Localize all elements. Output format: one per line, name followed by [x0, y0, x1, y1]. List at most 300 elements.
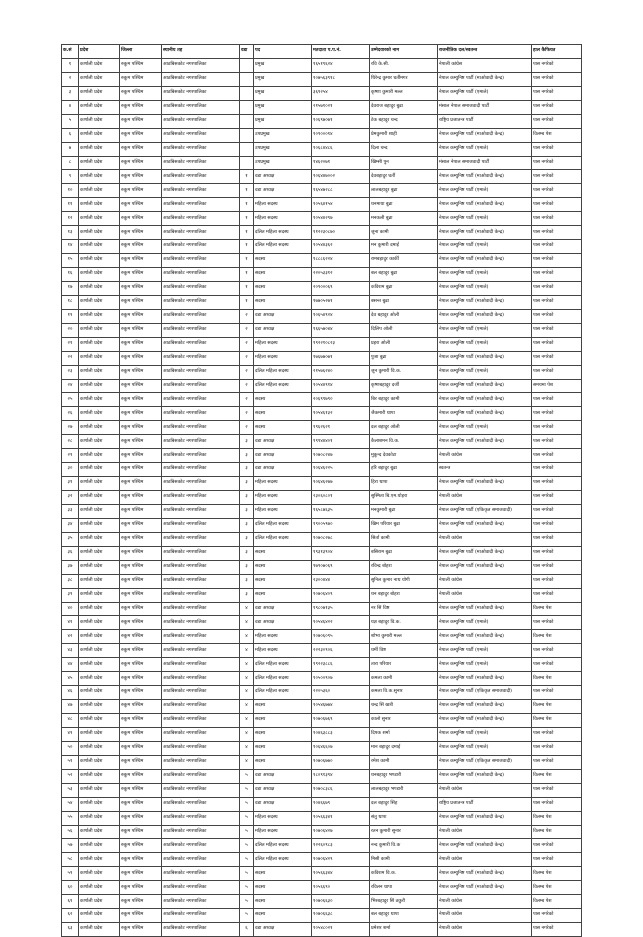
cell-position: दलित महिला सदस्य [254, 379, 312, 393]
cell-ward: २ [240, 337, 254, 351]
cell-ward: ५ [240, 811, 254, 825]
cell-local-level: आठबिसकोट नगरपालिका [162, 114, 240, 128]
cell-local-level: आठबिसकोट नगरपालिका [162, 491, 240, 505]
cell-party: नेपाल कम्युनिष्ट पार्टी (माओवादी केन्द्र) [438, 769, 532, 783]
cell-position: वडा अध्यक्ष [254, 323, 312, 337]
cell-local-level: आठबिसकोट नगरपालिका [162, 58, 240, 72]
cell-party: नेपाल कम्युनिष्ट पार्टी (एमाले) [438, 281, 532, 295]
cell-district: रुकुम पश्चिम [120, 672, 162, 686]
cell-local-level: आठबिसकोट नगरपालिका [162, 128, 240, 142]
cell-province: कर्णाली प्रदेश [79, 393, 120, 407]
cell-local-level: आठबिसकोट नगरपालिका [162, 574, 240, 588]
cell-district: रुकुम पश्चिम [120, 351, 162, 365]
cell-remarks: विलम्ब पेश [532, 700, 582, 714]
cell-party: नेपाली कांग्रेस [438, 909, 532, 923]
cell-party: नेपाल कम्युनिष्ट पार्टी (माओवादी केन्द्र) [438, 379, 532, 393]
table-row [62, 323, 582, 337]
cell-district: रुकुम पश्चिम [120, 658, 162, 672]
cell-candidate-name: हरि बहादुर बुढा [370, 463, 438, 477]
cell-district: रुकुम पश्चिम [120, 825, 162, 839]
cell-voter-id: १०४६३८८३ [312, 727, 370, 741]
cell-position: महिला सदस्य [254, 491, 312, 505]
cell-party: नेपाल कम्युनिष्ट पार्टी (माओवादी केन्द्र) [438, 295, 532, 309]
cell-voter-id: १०७०६४०९ [312, 588, 370, 602]
cell-position: महिला सदस्य [254, 504, 312, 518]
cell-ward: ४ [240, 616, 254, 630]
table-row [62, 268, 582, 282]
cell-candidate-name: प्रहरा ओली [370, 337, 438, 351]
cell-position: सदस्य [254, 881, 312, 895]
table-row [62, 853, 582, 867]
cell-local-level: आठबिसकोट नगरपालिका [162, 212, 240, 226]
cell-district: रुकुम पश्चिम [120, 421, 162, 435]
cell-local-level: आठबिसकोट नगरपालिका [162, 295, 240, 309]
cell-party: नेपाल कम्युनिष्ट पार्टी (माओवादी केन्द्र) [438, 867, 532, 881]
cell-province: कर्णाली प्रदेश [79, 630, 120, 644]
cell-voter-id: २२०५३६० [312, 686, 370, 700]
table-row [62, 365, 582, 379]
table-row [62, 156, 582, 170]
table-row [62, 351, 582, 365]
cell-district: रुकुम पश्चिम [120, 755, 162, 769]
cell-voter-id: २३०६०८०१ [312, 491, 370, 505]
cell-remarks: पास नगरेको [532, 644, 582, 658]
cell-position: वडा अध्यक्ष [254, 463, 312, 477]
cell-serial: ३० [62, 463, 79, 477]
cell-local-level: आठबिसकोट नगरपालिका [162, 86, 240, 100]
cell-remarks: पास नगरेको [532, 504, 582, 518]
cell-province: कर्णाली प्रदेश [79, 909, 120, 923]
table-row [62, 783, 582, 797]
table-body [62, 58, 582, 936]
cell-ward: ५ [240, 895, 254, 909]
cell-province: कर्णाली प्रदेश [79, 351, 120, 365]
cell-serial: २७ [62, 421, 79, 435]
cell-ward: ५ [240, 839, 254, 853]
cell-district: रुकुम पश्चिम [120, 727, 162, 741]
cell-voter-id: १०७०८३८६ [312, 783, 370, 797]
cell-party: नेपाली कांग्रेस [438, 574, 532, 588]
cell-remarks: विलम्ब पेश [532, 672, 582, 686]
cell-candidate-name: बल बहादुर बुढा [370, 268, 438, 282]
cell-district: रुकुम पश्चिम [120, 491, 162, 505]
cell-ward: २ [240, 421, 254, 435]
header-candidate-name: उम्मेदवारको नाम [370, 45, 438, 59]
cell-voter-id: १०५६६३४१ [312, 811, 370, 825]
cell-party: नेपाल कम्युनिष्ट पार्टी (माओवादी केन्द्र) [438, 407, 532, 421]
cell-remarks: पास नगरेको [532, 365, 582, 379]
cell-district: रुकुम पश्चिम [120, 337, 162, 351]
cell-candidate-name: सुस्मिता बि.एम.योहरा [370, 491, 438, 505]
cell-district: रुकुम पश्चिम [120, 295, 162, 309]
cell-position: दलित महिला सदस्य [254, 672, 312, 686]
cell-voter-id: २०९०००६९ [312, 281, 370, 295]
cell-district: रुकुम पश्चिम [120, 741, 162, 755]
cell-candidate-name: नन्द कुमारी वि.क [370, 839, 438, 853]
cell-position: सदस्य [254, 546, 312, 560]
table-row [62, 226, 582, 240]
cell-party: नेपाल कम्युनिष्ट पार्टी (एमाले) [438, 644, 532, 658]
cell-voter-id: १०९०००१४ [312, 128, 370, 142]
cell-position: सदस्य [254, 867, 312, 881]
cell-remarks: पास नगरेको [532, 909, 582, 923]
cell-party: नेपाल कम्युनिष्ट पार्टी (माओवादी केन्द्र) [438, 477, 532, 491]
cell-remarks: पास नगरेको [532, 281, 582, 295]
cell-voter-id: १६५८७६३५ [312, 504, 370, 518]
cell-serial: २८ [62, 435, 79, 449]
cell-remarks: पास नगरेको [532, 560, 582, 574]
cell-candidate-name: प्रमेशर शर्मा [370, 923, 438, 937]
table-row [62, 755, 582, 769]
cell-voter-id: १०७०८२७८ [312, 532, 370, 546]
cell-district: रुकुम पश्चिम [120, 532, 162, 546]
cell-voter-id: १०५४८०२१ [312, 923, 370, 937]
table-row [62, 142, 582, 156]
cell-party: नेपाल कम्युनिष्ट पार्टी (माओवादी केन्द्र) [438, 226, 532, 240]
cell-district: रुकुम पश्चिम [120, 797, 162, 811]
cell-remarks: पास नगरेको [532, 393, 582, 407]
cell-ward [240, 128, 254, 142]
cell-position: दलित महिला सदस्य [254, 365, 312, 379]
cell-serial: ५७ [62, 839, 79, 853]
cell-local-level: आठबिसकोट नगरपालिका [162, 909, 240, 923]
cell-ward: ३ [240, 574, 254, 588]
cell-candidate-name: कालो सुनार [370, 714, 438, 728]
cell-district: रुकुम पश्चिम [120, 170, 162, 184]
cell-remarks: पास नगरेको [532, 463, 582, 477]
cell-serial: २२ [62, 351, 79, 365]
cell-position: महिला सदस्य [254, 198, 312, 212]
cell-district: रुकुम पश्चिम [120, 881, 162, 895]
table-row [62, 588, 582, 602]
cell-candidate-name: मिसी कामी [370, 853, 438, 867]
cell-candidate-name: धर्मी विष्ट [370, 644, 438, 658]
cell-position: उपप्रमुख [254, 128, 312, 142]
cell-serial: ३३ [62, 504, 79, 518]
cell-position: दलित महिला सदस्य [254, 240, 312, 254]
cell-serial: ३ [62, 86, 79, 100]
cell-position: सदस्य [254, 714, 312, 728]
cell-candidate-name: दिला चन्द [370, 142, 438, 156]
cell-district: रुकुम पश्चिम [120, 714, 162, 728]
cell-party: नेपाल कम्युनिष्ट पार्टी (एकिकृत समाजवादी) [438, 755, 532, 769]
cell-serial: ५६ [62, 825, 79, 839]
cell-voter-id: १७६७७०७१ [312, 351, 370, 365]
table-row [62, 546, 582, 560]
cell-candidate-name: सुनिल कुमार नाथ योगी [370, 574, 438, 588]
cell-party: नेपाल कम्युनिष्ट पार्टी (माओवादी केन्द्र) [438, 602, 532, 616]
cell-ward [240, 156, 254, 170]
cell-local-level: आठबिसकोट नगरपालिका [162, 616, 240, 630]
cell-party: नेपाल कम्युनिष्ट पार्टी (एकिकृत समाजवादी) [438, 504, 532, 518]
cell-remarks: पास नगरेको [532, 407, 582, 421]
table-row [62, 658, 582, 672]
cell-voter-id: १९२२१०८२३ [312, 337, 370, 351]
cell-local-level: आठबिसकोट नगरपालिका [162, 895, 240, 909]
table-row [62, 72, 582, 86]
cell-province: कर्णाली प्रदेश [79, 727, 120, 741]
cell-local-level: आठबिसकोट नगरपालिका [162, 686, 240, 700]
cell-remarks: विलम्ब पेश [532, 811, 582, 825]
cell-candidate-name: दिलिप ओली [370, 323, 438, 337]
cell-party: नेपाल कम्युनिष्ट पार्टी (माओवादी केन्द्र) [438, 518, 532, 532]
cell-remarks: पास नगरेको [532, 923, 582, 937]
cell-position: वडा अध्यक्ष [254, 170, 312, 184]
cell-party: नेपाल कम्युनिष्ट पार्टी (माओवादी केन्द्र) [438, 546, 532, 560]
cell-candidate-name: खिम परियार बुढा [370, 518, 438, 532]
cell-province: कर्णाली प्रदेश [79, 546, 120, 560]
cell-candidate-name: कृष्णबहादुर दर्जी [370, 379, 438, 393]
cell-remarks: पास नगरेको [532, 268, 582, 282]
cell-district: रुकुम पश्चिम [120, 212, 162, 226]
cell-party: नेपाल कम्युनिष्ट पार्टी (माओवादी केन्द्र) [438, 198, 532, 212]
cell-party: नेपाल कम्युनिष्ट पार्टी (एमाले) [438, 365, 532, 379]
cell-province: कर्णाली प्रदेश [79, 658, 120, 672]
cell-ward [240, 72, 254, 86]
cell-province: कर्णाली प्रदेश [79, 518, 120, 532]
candidate-table [61, 44, 582, 937]
table-row [62, 825, 582, 839]
cell-serial: ४९ [62, 727, 79, 741]
cell-province: कर्णाली प्रदेश [79, 268, 120, 282]
cell-candidate-name: धिरेन्द्र कुमार घर्तीमगर [370, 72, 438, 86]
cell-voter-id: १०६८४४८६ [312, 142, 370, 156]
cell-party: मंसाल नेपाल समाजवादी पार्टी [438, 100, 532, 114]
cell-candidate-name: धनबहादुर भण्डारी [370, 769, 438, 783]
cell-province: कर्णाली प्रदेश [79, 86, 120, 100]
cell-local-level: आठबिसकोट नगरपालिका [162, 268, 240, 282]
cell-remarks: पास नगरेको [532, 170, 582, 184]
cell-district: रुकुम पश्चिम [120, 281, 162, 295]
cell-local-level: आठबिसकोट नगरपालिका [162, 714, 240, 728]
cell-district: रुकुम पश्चिम [120, 574, 162, 588]
cell-local-level: आठबिसकोट नगरपालिका [162, 546, 240, 560]
cell-serial: ५९ [62, 867, 79, 881]
cell-candidate-name: टेक बहादुर चन्द [370, 114, 438, 128]
table-row [62, 435, 582, 449]
cell-serial: ५० [62, 741, 79, 755]
cell-province: कर्णाली प्रदेश [79, 156, 120, 170]
table-row [62, 630, 582, 644]
cell-remarks: विलम्ब पेश [532, 825, 582, 839]
cell-ward: ६ [240, 923, 254, 937]
cell-ward: ५ [240, 867, 254, 881]
cell-local-level: आठबिसकोट नगरपालिका [162, 867, 240, 881]
cell-local-level: आठबिसकोट नगरपालिका [162, 156, 240, 170]
cell-voter-id: १०७०८२४७ [312, 449, 370, 463]
table-row [62, 741, 582, 755]
cell-voter-id: १०४६६७९ [312, 797, 370, 811]
cell-party: नेपाल कम्युनिष्ट पार्टी (एमाले) [438, 323, 532, 337]
cell-party: नेपाली कांग्रेस [438, 588, 532, 602]
table-row [62, 895, 582, 909]
cell-ward: ४ [240, 644, 254, 658]
cell-ward: १ [240, 212, 254, 226]
cell-serial: ४ [62, 100, 79, 114]
cell-serial: २१ [62, 337, 79, 351]
cell-remarks: पास नगरेको [532, 435, 582, 449]
cell-serial: २ [62, 72, 79, 86]
cell-party: नेपाल कम्युनिष्ट पार्टी (माओवादी केन्द्र) [438, 700, 532, 714]
cell-candidate-name: मन कुमारी दमाई [370, 240, 438, 254]
cell-remarks: विलम्ब पेश [532, 630, 582, 644]
cell-voter-id: १०६४६२२५ [312, 463, 370, 477]
cell-remarks: पास नगरेको [532, 546, 582, 560]
cell-position: महिला सदस्य [254, 337, 312, 351]
cell-candidate-name: कमला कामी [370, 672, 438, 686]
cell-party: नेपाली कांग्रेस [438, 895, 532, 909]
cell-province: कर्णाली प्रदेश [79, 463, 120, 477]
cell-province: कर्णाली प्रदेश [79, 741, 120, 755]
cell-province: कर्णाली प्रदेश [79, 337, 120, 351]
cell-candidate-name: लालबहादुर बुढा [370, 184, 438, 198]
cell-province: कर्णाली प्रदेश [79, 254, 120, 268]
cell-position: वडा अध्यक्ष [254, 616, 312, 630]
table-row [62, 212, 582, 226]
cell-ward: ४ [240, 755, 254, 769]
cell-voter-id: १७९०७०६९ [312, 560, 370, 574]
cell-ward: ३ [240, 463, 254, 477]
candidate-table-sheet [61, 44, 581, 937]
cell-province: कर्णाली प्रदेश [79, 574, 120, 588]
cell-serial: ४६ [62, 686, 79, 700]
cell-remarks: पास नगरेको [532, 421, 582, 435]
cell-province: कर्णाली प्रदेश [79, 449, 120, 463]
cell-serial: १ [62, 58, 79, 72]
cell-remarks: विलम्ब पेश [532, 881, 582, 895]
cell-province: कर्णाली प्रदेश [79, 407, 120, 421]
cell-candidate-name: जुना कामी [370, 226, 438, 240]
cell-position: वडा अध्यक्ष [254, 309, 312, 323]
cell-local-level: आठबिसकोट नगरपालिका [162, 309, 240, 323]
cell-ward: ४ [240, 630, 254, 644]
cell-remarks: पास नगरेको [532, 574, 582, 588]
cell-province: कर्णाली प्रदेश [79, 616, 120, 630]
cell-position: सदस्य [254, 755, 312, 769]
table-row [62, 532, 582, 546]
cell-position: महिला सदस्य [254, 811, 312, 825]
cell-remarks: पास नगरेको [532, 616, 582, 630]
cell-local-level: आठबिसकोट नगरपालिका [162, 755, 240, 769]
cell-party: नेपाली कांग्रेस [438, 853, 532, 867]
cell-serial: १८ [62, 295, 79, 309]
cell-ward: २ [240, 379, 254, 393]
cell-remarks: पास नगरेको [532, 686, 582, 700]
cell-province: कर्णाली प्रदेश [79, 588, 120, 602]
cell-ward: ३ [240, 449, 254, 463]
cell-district: रुकुम पश्चिम [120, 616, 162, 630]
cell-position: दलित महिला सदस्य [254, 658, 312, 672]
cell-ward [240, 58, 254, 72]
cell-voter-id: २१५७६२४० [312, 365, 370, 379]
cell-local-level: आठबिसकोट नगरपालिका [162, 198, 240, 212]
cell-party: नेपाली कांग्रेस [438, 532, 532, 546]
cell-district: रुकुम पश्चिम [120, 184, 162, 198]
cell-party: स्वतन्त्र [438, 463, 532, 477]
cell-remarks: पास नगरेको [532, 518, 582, 532]
cell-candidate-name: सिर्ता कामी [370, 532, 438, 546]
cell-local-level: आठबिसकोट नगरपालिका [162, 463, 240, 477]
table-row [62, 379, 582, 393]
cell-voter-id: १६५१९६२४ [312, 58, 370, 72]
cell-district: रुकुम पश्चिम [120, 268, 162, 282]
cell-province: कर्णाली प्रदेश [79, 226, 120, 240]
cell-position: वडा अध्यक्ष [254, 184, 312, 198]
cell-local-level: आठबिसकोट नगरपालिका [162, 923, 240, 937]
table-row [62, 114, 582, 128]
cell-district: रुकुम पश्चिम [120, 560, 162, 574]
cell-party: नेपाल कम्युनिष्ट पार्टी (माओवादी केन्द्र) [438, 714, 532, 728]
cell-serial: ९ [62, 170, 79, 184]
cell-candidate-name: प्रेमकुमारी शाही [370, 128, 438, 142]
cell-voter-id: १०६४६२७७ [312, 477, 370, 491]
table-header-row [62, 45, 582, 59]
cell-local-level: आठबिसकोट नगरपालिका [162, 532, 240, 546]
cell-province: कर्णाली प्रदेश [79, 379, 120, 393]
cell-remarks: पास नगरेको [532, 588, 582, 602]
cell-voter-id: १८८८६२२४ [312, 254, 370, 268]
cell-local-level: आठबिसकोट नगरपालिका [162, 100, 240, 114]
cell-voter-id: १४६२०७१ [312, 156, 370, 170]
cell-candidate-name: बसिराम बुढा [370, 546, 438, 560]
cell-province: कर्णाली प्रदेश [79, 295, 120, 309]
cell-ward: २ [240, 407, 254, 421]
cell-district: रुकुम पश्चिम [120, 435, 162, 449]
cell-voter-id: २१५७१०२१ [312, 100, 370, 114]
cell-candidate-name: देवराज बहादुर बुढा [370, 100, 438, 114]
cell-district: रुकुम पश्चिम [120, 393, 162, 407]
cell-district: रुकुम पश्चिम [120, 156, 162, 170]
cell-ward [240, 142, 254, 156]
cell-serial: ६१ [62, 895, 79, 909]
cell-ward: ३ [240, 518, 254, 532]
cell-candidate-name: जैकमारी थापा [370, 407, 438, 421]
cell-district: रुकुम पश्चिम [120, 686, 162, 700]
cell-remarks: पास नगरेको [532, 240, 582, 254]
table-row [62, 58, 582, 72]
cell-position: वडा अध्यक्ष [254, 923, 312, 937]
cell-province: कर्णाली प्रदेश [79, 309, 120, 323]
cell-ward: १ [240, 268, 254, 282]
cell-serial: ५५ [62, 811, 79, 825]
cell-party: नेपाल कम्युनिष्ट पार्टी (एमाले) [438, 727, 532, 741]
cell-district: रुकुम पश्चिम [120, 463, 162, 477]
cell-province: कर्णाली प्रदेश [79, 811, 120, 825]
cell-remarks: पास नगरेको [532, 58, 582, 72]
table-row [62, 504, 582, 518]
cell-local-level: आठबिसकोट नगरपालिका [162, 783, 240, 797]
cell-voter-id: १०७०६७७० [312, 755, 370, 769]
table-row [62, 240, 582, 254]
cell-district: रुकुम पश्चिम [120, 226, 162, 240]
cell-local-level: आठबिसकोट नगरपालिका [162, 518, 240, 532]
cell-local-level: आठबिसकोट नगरपालिका [162, 365, 240, 379]
table-row [62, 923, 582, 937]
cell-ward: ४ [240, 727, 254, 741]
cell-candidate-name: रविन्द्र बोहरा [370, 560, 438, 574]
cell-voter-id: १०५४६७७४ [312, 700, 370, 714]
cell-position: दलित महिला सदस्य [254, 839, 312, 853]
cell-candidate-name: संतु थापा [370, 811, 438, 825]
cell-candidate-name: धनमाया बुढा [370, 198, 438, 212]
table-row [62, 560, 582, 574]
cell-position: प्रमुख [254, 100, 312, 114]
cell-province: कर्णाली प्रदेश [79, 700, 120, 714]
cell-serial: १६ [62, 268, 79, 282]
cell-province: कर्णाली प्रदेश [79, 128, 120, 142]
cell-remarks: पास नगरेको [532, 755, 582, 769]
cell-voter-id: १९९४४४०१ [312, 435, 370, 449]
